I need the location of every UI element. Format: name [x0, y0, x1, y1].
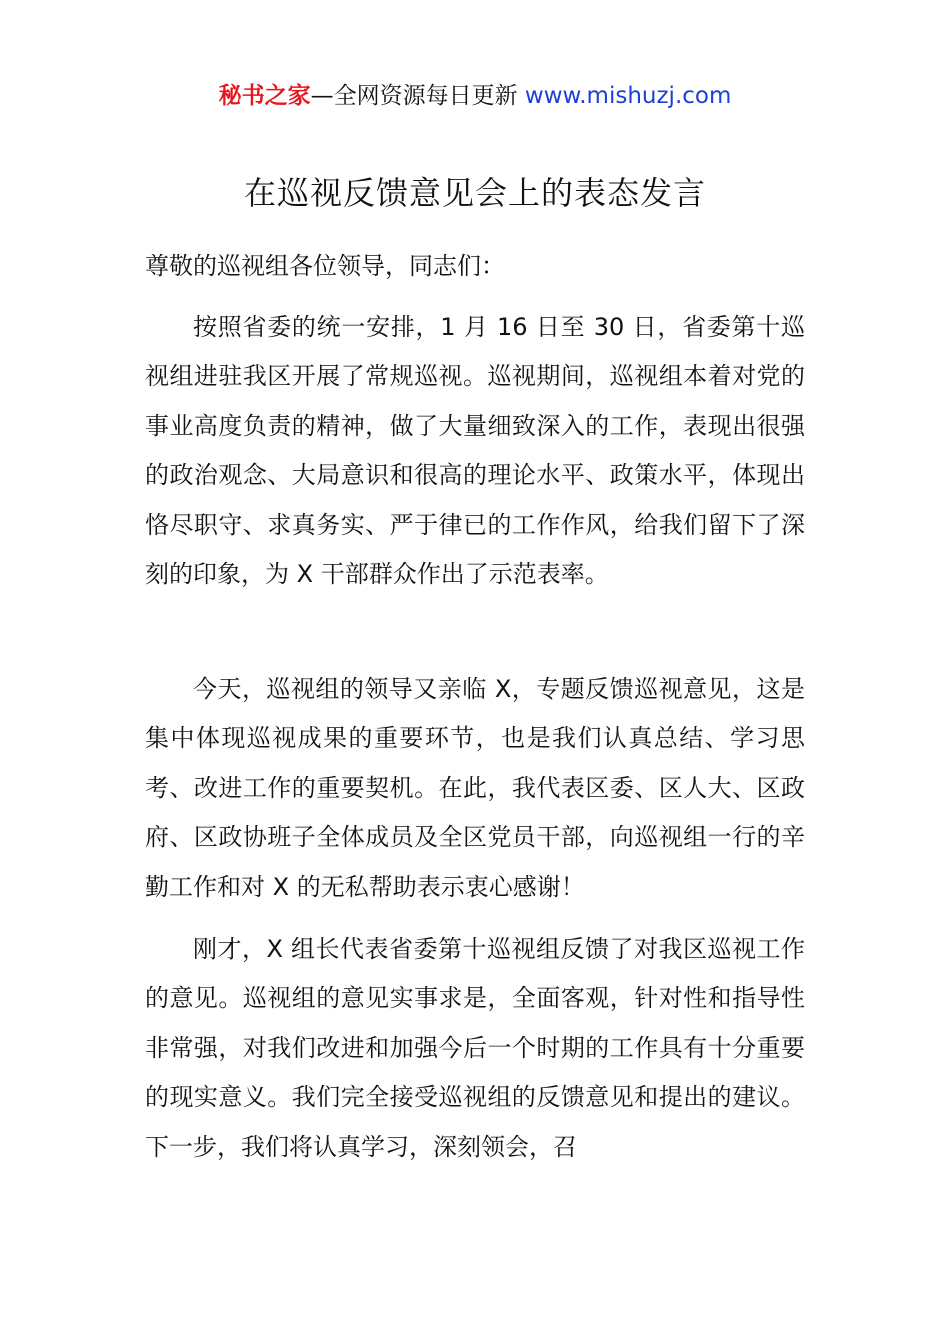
paragraph-3: 刚才，X 组长代表省委第十巡视组反馈了对我区巡视工作的意见。巡视组的意见实事求是，全面客观，针对性和指导性非常强，对我们改进和加强今后一个时期的工作具有十分重要的现实意义。我们完全接受巡视组的反馈意见和提出的建议。下一步，我们将认真学习，深刻领会，召 — [145, 935, 805, 1161]
document-title: 在巡视反馈意见会上的表态发言 — [243, 174, 706, 212]
site-tagline: —全网资源每日更新 — [310, 83, 518, 109]
paragraph-2: 今天，巡视组的领导又亲临 X，专题反馈巡视意见，这是集中体现巡视成果的重要环节，也是我们认真总结、学习思考、改进工作的重要契机。在此，我代表区委、区人大、区政府、区政协班子全体成员及全区党员干部，向巡视组一行的辛勤工作和对 X 的无私帮助表示衷心感谢！ — [145, 675, 805, 901]
site-header — [0, 80, 950, 112]
site-brand: 秘书之家 — [218, 83, 311, 109]
site-url-link[interactable]: www.mishuzj.com — [524, 83, 732, 109]
salutation: 尊敬的巡视组各位领导，同志们： — [145, 252, 505, 280]
paragraph-1: 按照省委的统一安排，1 月 16 日至 30 日，省委第十巡视组进驻我区开展了常规巡视。巡视期间，巡视组本着对党的事业高度负责的精神，做了大量细致深入的工作，表现出很强的政治观念、大局意识和很高的理论水平、政策水平，体现出恪尽职守、求真务实、严于律已的工作作风，给我们留下了深刻的印象，为 X 干部群众作出了示范表率。 — [145, 313, 805, 589]
